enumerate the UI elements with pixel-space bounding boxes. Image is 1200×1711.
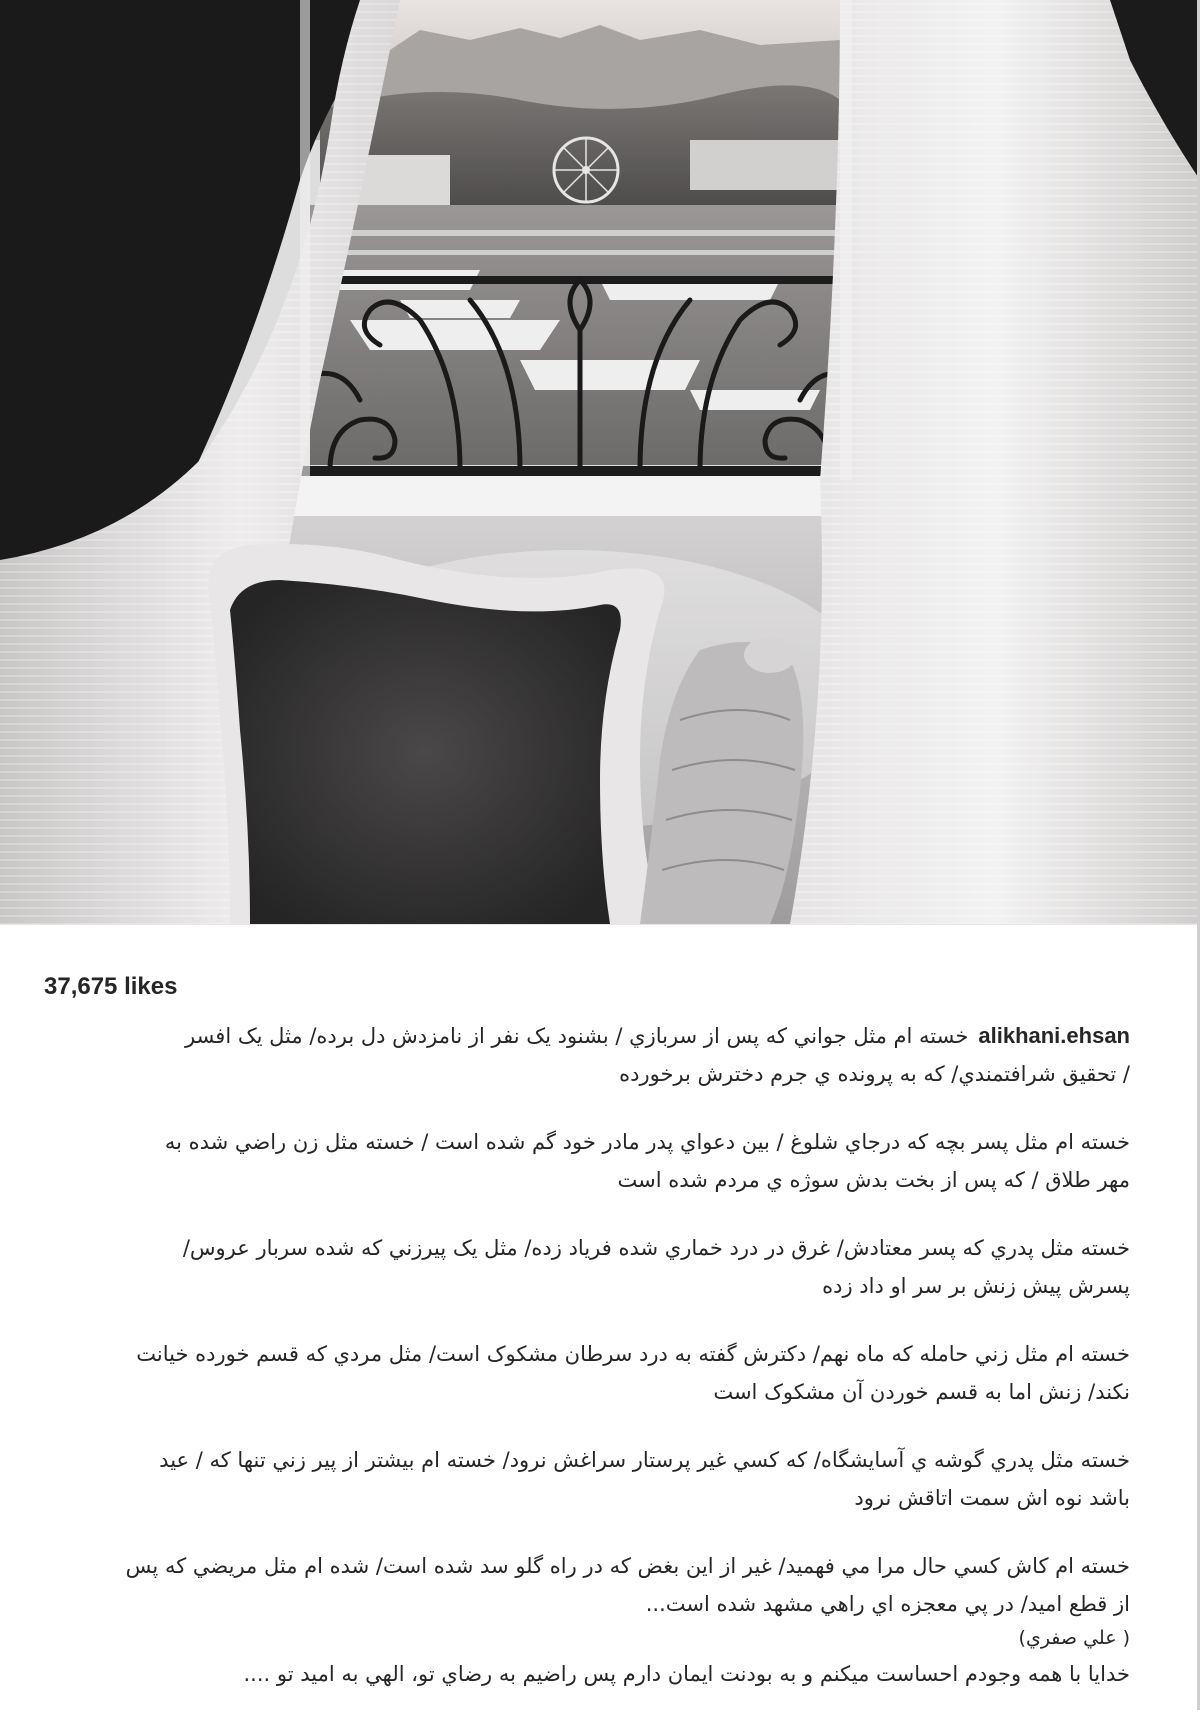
- caption-line: نكند/ زنش اما به قسم خوردن آن مشكوک است: [713, 1380, 1130, 1404]
- caption-paragraph-5: [40, 1441, 1130, 1517]
- caption-line: مهر طلاق / كه پس از بخت بدش سوژه ي مردم شده است: [617, 1168, 1130, 1192]
- caption-line: خسته مثل پدري كه پسر معتادش/ غرق در درد خماري شده فرياد زده/ مثل يک پيرزني كه شده سربار عروس/: [182, 1236, 1130, 1260]
- caption-line: / تحقيق شرافتمندي/ كه به پرونده ي جرم دخترش برخورده: [619, 1062, 1130, 1086]
- caption-line: خسته ام مثل زني حامله كه ماه نهم/ دكترش گفته به درد سرطان مشكوک است/ مثل مردي كه قسم خورده خيانت: [136, 1342, 1130, 1366]
- caption-line: خسته ام كاش كسي حال مرا مي فهميد/ غير از اين بغض كه در راه گلو سد شده است/ شده ام مثل مريضي كه پس: [125, 1554, 1130, 1578]
- poem-author: ( علي صفري): [1018, 1627, 1130, 1649]
- username-link[interactable]: alikhani.ehsan: [978, 1023, 1130, 1048]
- caption-line: [40, 1017, 1130, 1055]
- caption-paragraph-2: [40, 1123, 1130, 1199]
- caption-closing-line: خدايا با همه وجودم احساست ميكنم و به بودنت ايمان دارم پس راضيم به رضاي تو، الهي به اميد تو ....: [243, 1662, 1130, 1686]
- caption-line: پسرش پيش زنش بر سر او داد زده: [822, 1274, 1130, 1298]
- caption-line: خسته ام مثل پسر بچه كه درجاي شلوغ / بين دعواي پدر مادر خود گم شده است / خسته مثل زن راضي شده به: [164, 1130, 1130, 1154]
- post-caption: [40, 1017, 1130, 1693]
- caption-paragraph-6: [40, 1547, 1130, 1693]
- caption-line: باشد نوه اش سمت اتاقش نرود: [854, 1486, 1130, 1510]
- caption-paragraph-3: [40, 1229, 1130, 1305]
- post-caption-area: [0, 924, 1200, 1711]
- caption-line: خسته مثل پدري گوشه ي آسايشگاه/ كه كسي غير پرستار سراغش نرود/ خسته ام بيشتر از پير زني تنها كه / عيد: [159, 1448, 1130, 1472]
- caption-text: خسته ام مثل جواني كه پس از سربازي / بشنود يک نفر از نامزدش دل برده/ مثل يک افسر: [184, 1024, 969, 1048]
- caption-paragraph-4: [40, 1335, 1130, 1411]
- caption-line: از قطع اميد/ در پي معجزه اي راهي مشهد شده است...: [645, 1592, 1130, 1616]
- caption-paragraph-1: [40, 1017, 1130, 1093]
- likes-count[interactable]: 37,675 likes: [44, 973, 178, 1000]
